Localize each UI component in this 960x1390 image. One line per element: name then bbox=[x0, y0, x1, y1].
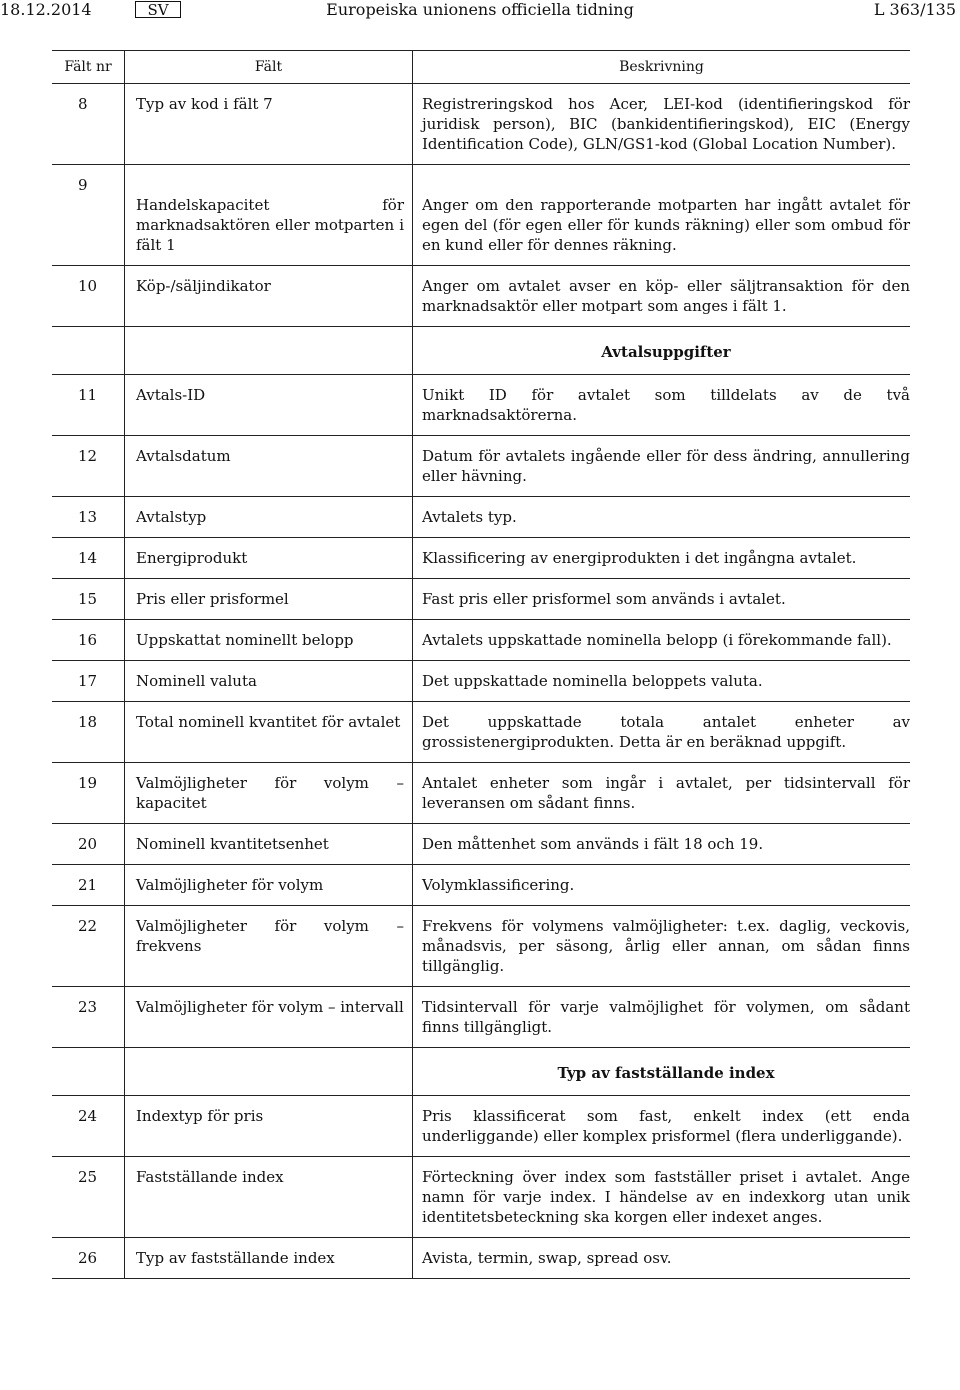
table-row bbox=[52, 906, 910, 987]
table-header-row bbox=[52, 51, 910, 84]
field-name: Valmöjligheter för volym – kapacitet bbox=[124, 763, 412, 823]
field-description: Anger om avtalet avser en köp- eller säljtransaktion för den marknadsaktör eller motpart som anges i fält 1. bbox=[412, 266, 910, 326]
field-number: 9 bbox=[78, 176, 88, 194]
section-row bbox=[52, 1048, 910, 1096]
field-number: 14 bbox=[78, 549, 98, 567]
table-row bbox=[52, 579, 910, 620]
field-description: Volymklassificering. bbox=[412, 865, 910, 905]
field-description: Tidsintervall för varje valmöjlighet för volymen, om sådant finns tillgängligt. bbox=[412, 987, 910, 1047]
column-header-field: Fält bbox=[124, 51, 412, 83]
field-description: Avista, termin, swap, spread osv. bbox=[412, 1238, 910, 1278]
page-reference: L 363/135 bbox=[873, 0, 956, 19]
field-name: Avtalsdatum bbox=[124, 436, 412, 496]
field-number: 24 bbox=[78, 1107, 98, 1125]
field-description: Frekvens för volymens valmöjligheter: t.ex. daglig, veckovis, månadsvis, per säsong, årlig eller annan, om sådan finns tillgänglig. bbox=[412, 906, 910, 986]
field-name: Pris eller prisformel bbox=[124, 579, 412, 619]
field-name: Nominell kvantitetsenhet bbox=[124, 824, 412, 864]
field-description: Avtalets typ. bbox=[412, 497, 910, 537]
field-number: 22 bbox=[78, 917, 98, 935]
table-row bbox=[52, 436, 910, 497]
field-name: Köp-/säljindikator bbox=[124, 266, 412, 326]
table-row bbox=[52, 1157, 910, 1238]
field-name: Energiprodukt bbox=[124, 538, 412, 578]
field-name: Typ av fastställande index bbox=[124, 1238, 412, 1278]
language-badge: SV bbox=[135, 1, 181, 18]
section-field-cell bbox=[124, 327, 412, 374]
field-name: Handelskapacitet för marknadsaktören eller motparten i fält 1 bbox=[124, 165, 412, 265]
field-name: Valmöjligheter för volym – intervall bbox=[124, 987, 412, 1047]
section-number-cell bbox=[52, 327, 124, 374]
table-row bbox=[52, 497, 910, 538]
field-description: Den måttenhet som används i fält 18 och 19. bbox=[412, 824, 910, 864]
field-description: Pris klassificerat som fast, enkelt index (ett enda underliggande) eller komplex prisformel (flera underliggande). bbox=[412, 1096, 910, 1156]
section-field-cell bbox=[124, 1048, 412, 1095]
table-row bbox=[52, 661, 910, 702]
column-header-description: Beskrivning bbox=[412, 51, 910, 83]
table-row bbox=[52, 987, 910, 1048]
field-name: Avtals-ID bbox=[124, 375, 412, 435]
field-description: Fast pris eller prisformel som används i avtalet. bbox=[412, 579, 910, 619]
field-number: 23 bbox=[78, 998, 98, 1016]
table-row bbox=[52, 375, 910, 436]
field-description: Klassificering av energiprodukten i det ingångna avtalet. bbox=[412, 538, 910, 578]
field-name: Nominell valuta bbox=[124, 661, 412, 701]
field-description: Det uppskattade totala antalet enheter av grossistenergiprodukten. Detta är en beräknad uppgift. bbox=[412, 702, 910, 762]
table-row bbox=[52, 165, 910, 266]
section-heading: Avtalsuppgifter bbox=[412, 327, 910, 374]
field-description: Antalet enheter som ingår i avtalet, per tidsintervall för leveransen om sådant finns. bbox=[412, 763, 910, 823]
field-name: Uppskattat nominellt belopp bbox=[124, 620, 412, 660]
field-number: 12 bbox=[78, 447, 98, 465]
field-description: Datum för avtalets ingående eller för dess ändring, annullering eller hävning. bbox=[412, 436, 910, 496]
field-name: Valmöjligheter för volym bbox=[124, 865, 412, 905]
section-row bbox=[52, 327, 910, 375]
field-description: Avtalets uppskattade nominella belopp (i förekommande fall). bbox=[412, 620, 910, 660]
field-number: 18 bbox=[78, 713, 98, 731]
field-description: Förteckning över index som fastställer priset i avtalet. Ange namn för varje index. I händelse av en indexkorg utan unik identitetsbeteckning ska korgen eller indexet anges. bbox=[412, 1157, 910, 1237]
field-number: 21 bbox=[78, 876, 98, 894]
field-description: Anger om den rapporterande motparten har ingått avtalet för egen del (för egen eller för kunds räkning) eller som ombud för en kund eller för dennes räkning. bbox=[412, 165, 910, 265]
field-description: Unikt ID för avtalet som tilldelats av de två marknadsaktörerna. bbox=[412, 375, 910, 435]
journal-title: Europeiska unionens officiella tidning bbox=[326, 0, 634, 19]
field-name: Typ av kod i fält 7 bbox=[124, 84, 412, 164]
table-row bbox=[52, 266, 910, 327]
publication-date: 18.12.2014 bbox=[0, 0, 92, 19]
column-header-field-number: Fält nr bbox=[64, 59, 112, 75]
field-number: 16 bbox=[78, 631, 98, 649]
section-heading: Typ av fastställande index bbox=[412, 1048, 910, 1095]
field-name: Avtalstyp bbox=[124, 497, 412, 537]
table-row bbox=[52, 1238, 910, 1279]
field-number: 19 bbox=[78, 774, 98, 792]
field-number: 8 bbox=[78, 95, 88, 113]
table-row bbox=[52, 763, 910, 824]
field-description: Registreringskod hos Acer, LEI-kod (identifieringskod för juridisk person), BIC (bankidentifieringskod), EIC (Energy Identification Code), GLN/GS1-kod (Global Location Number). bbox=[412, 84, 910, 164]
table-row bbox=[52, 620, 910, 661]
section-number-cell bbox=[52, 1048, 124, 1095]
field-number: 26 bbox=[78, 1249, 98, 1267]
table-row bbox=[52, 824, 910, 865]
field-description: Det uppskattade nominella beloppets valuta. bbox=[412, 661, 910, 701]
page-header bbox=[0, 0, 960, 24]
field-name: Valmöjligheter för volym – frekvens bbox=[124, 906, 412, 986]
field-name: Total nominell kvantitet för avtalet bbox=[124, 702, 412, 762]
field-number: 15 bbox=[78, 590, 98, 608]
field-name: Fastställande index bbox=[124, 1157, 412, 1237]
field-number: 11 bbox=[78, 386, 98, 404]
field-number: 10 bbox=[78, 277, 98, 295]
table-row bbox=[52, 865, 910, 906]
fields-table bbox=[52, 50, 910, 1279]
table-row bbox=[52, 538, 910, 579]
field-number: 25 bbox=[78, 1168, 98, 1186]
field-name: Indextyp för pris bbox=[124, 1096, 412, 1156]
table-row bbox=[52, 84, 910, 165]
field-number: 17 bbox=[78, 672, 98, 690]
table-row bbox=[52, 1096, 910, 1157]
field-number: 20 bbox=[78, 835, 98, 853]
field-number: 13 bbox=[78, 508, 98, 526]
table-row bbox=[52, 702, 910, 763]
